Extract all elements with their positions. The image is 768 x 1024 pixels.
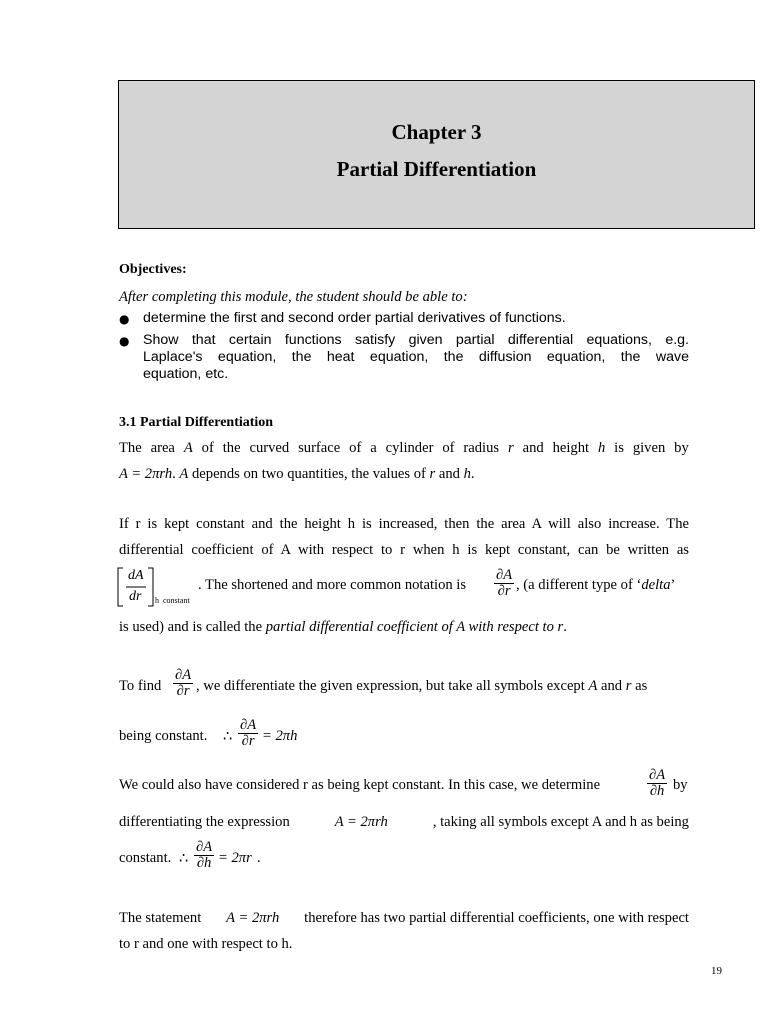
- chapter-title: Partial Differentiation: [336, 157, 537, 181]
- paragraph-3-line-1: , we differentiate the given expression, but take all symbols except A and r as: [196, 678, 648, 694]
- page-number: 19: [711, 965, 722, 977]
- being-constant: being constant.: [119, 728, 208, 744]
- partial-a-r-fraction: $\frac{\partial A}{\partial r}$: [496, 567, 513, 599]
- objectives-heading: Objectives:: [119, 262, 187, 277]
- paragraph-2-line-1: If r is kept constant and the height h is increased, then the area A will also increase. The: [119, 516, 689, 532]
- by-label: by: [673, 777, 688, 793]
- therefore-icon: ∴: [179, 851, 189, 867]
- objective-item-1: determine the first and second order partial derivatives of functions.: [143, 310, 566, 326]
- objective-item-2-line2: Laplace's equation, the heat equation, the diffusion equation, the wave: [143, 349, 689, 365]
- paragraph-1-line-2: A = 2πrh. A depends on two quantities, the values of r and h.: [119, 466, 475, 482]
- bullet-icon: ●: [119, 312, 130, 326]
- equation-result: = 2πr: [218, 850, 252, 866]
- partial-a-r-fraction: $\frac{\partial A}{\partial r}$: [240, 717, 257, 749]
- paragraph-5-line-2: to r and one with respect to h.: [119, 936, 293, 952]
- objective-item-2-line3: equation, etc.: [143, 366, 229, 382]
- paragraph-1-line-1: The area A of the curved surface of a cylinder of radius r and height h is given by: [119, 440, 689, 456]
- period: .: [257, 850, 261, 866]
- partial-a-h-fraction: $\frac{\partial A}{\partial h}$: [196, 839, 213, 871]
- bullet-icon: ●: [119, 334, 130, 348]
- equation: A = 2πrh: [119, 466, 173, 482]
- chapter-title-box: [118, 80, 755, 229]
- paragraph-2-line-3-end: , (a different type of ‘delta’: [516, 577, 676, 593]
- bracket-notation: dA dr h constant: [117, 566, 195, 608]
- equation-result: = 2πh: [262, 728, 298, 744]
- paragraph-5-line-1: The statement A = 2πrh therefore has two partial differential coefficients, one with respect: [119, 910, 689, 926]
- objectives-intro: After completing this module, the student should be able to:: [119, 289, 468, 305]
- constant-label: constant.: [119, 850, 172, 866]
- paragraph-2-line-4: is used) and is called the partial differential coefficient of A with respect to r.: [119, 619, 567, 635]
- paragraph-4-line-1: We could also have considered r as being kept constant. In this case, we determine: [119, 777, 601, 793]
- section-heading: 3.1 Partial Differentiation: [119, 415, 274, 430]
- to-find-label: To find: [119, 678, 162, 694]
- paragraph-4-line-2: differentiating the expression A = 2πrh , taking all symbols except A and h as being: [119, 814, 689, 830]
- chapter-number: Chapter 3: [391, 120, 482, 144]
- therefore-icon: ∴: [223, 729, 233, 745]
- paragraph-2-line-2: differential coefficient of A with respect to r when h is kept constant, can be written as: [119, 542, 689, 558]
- paragraph-2-line-3-mid: . The shortened and more common notation is: [198, 577, 467, 593]
- objective-item-2-line1: Show that certain functions satisfy given partial differential equations, e.g.: [143, 332, 689, 348]
- partial-a-r-fraction: $\frac{\partial A}{\partial r}$: [175, 667, 192, 699]
- partial-a-h-fraction: $\frac{\partial A}{\partial h}$: [649, 767, 666, 799]
